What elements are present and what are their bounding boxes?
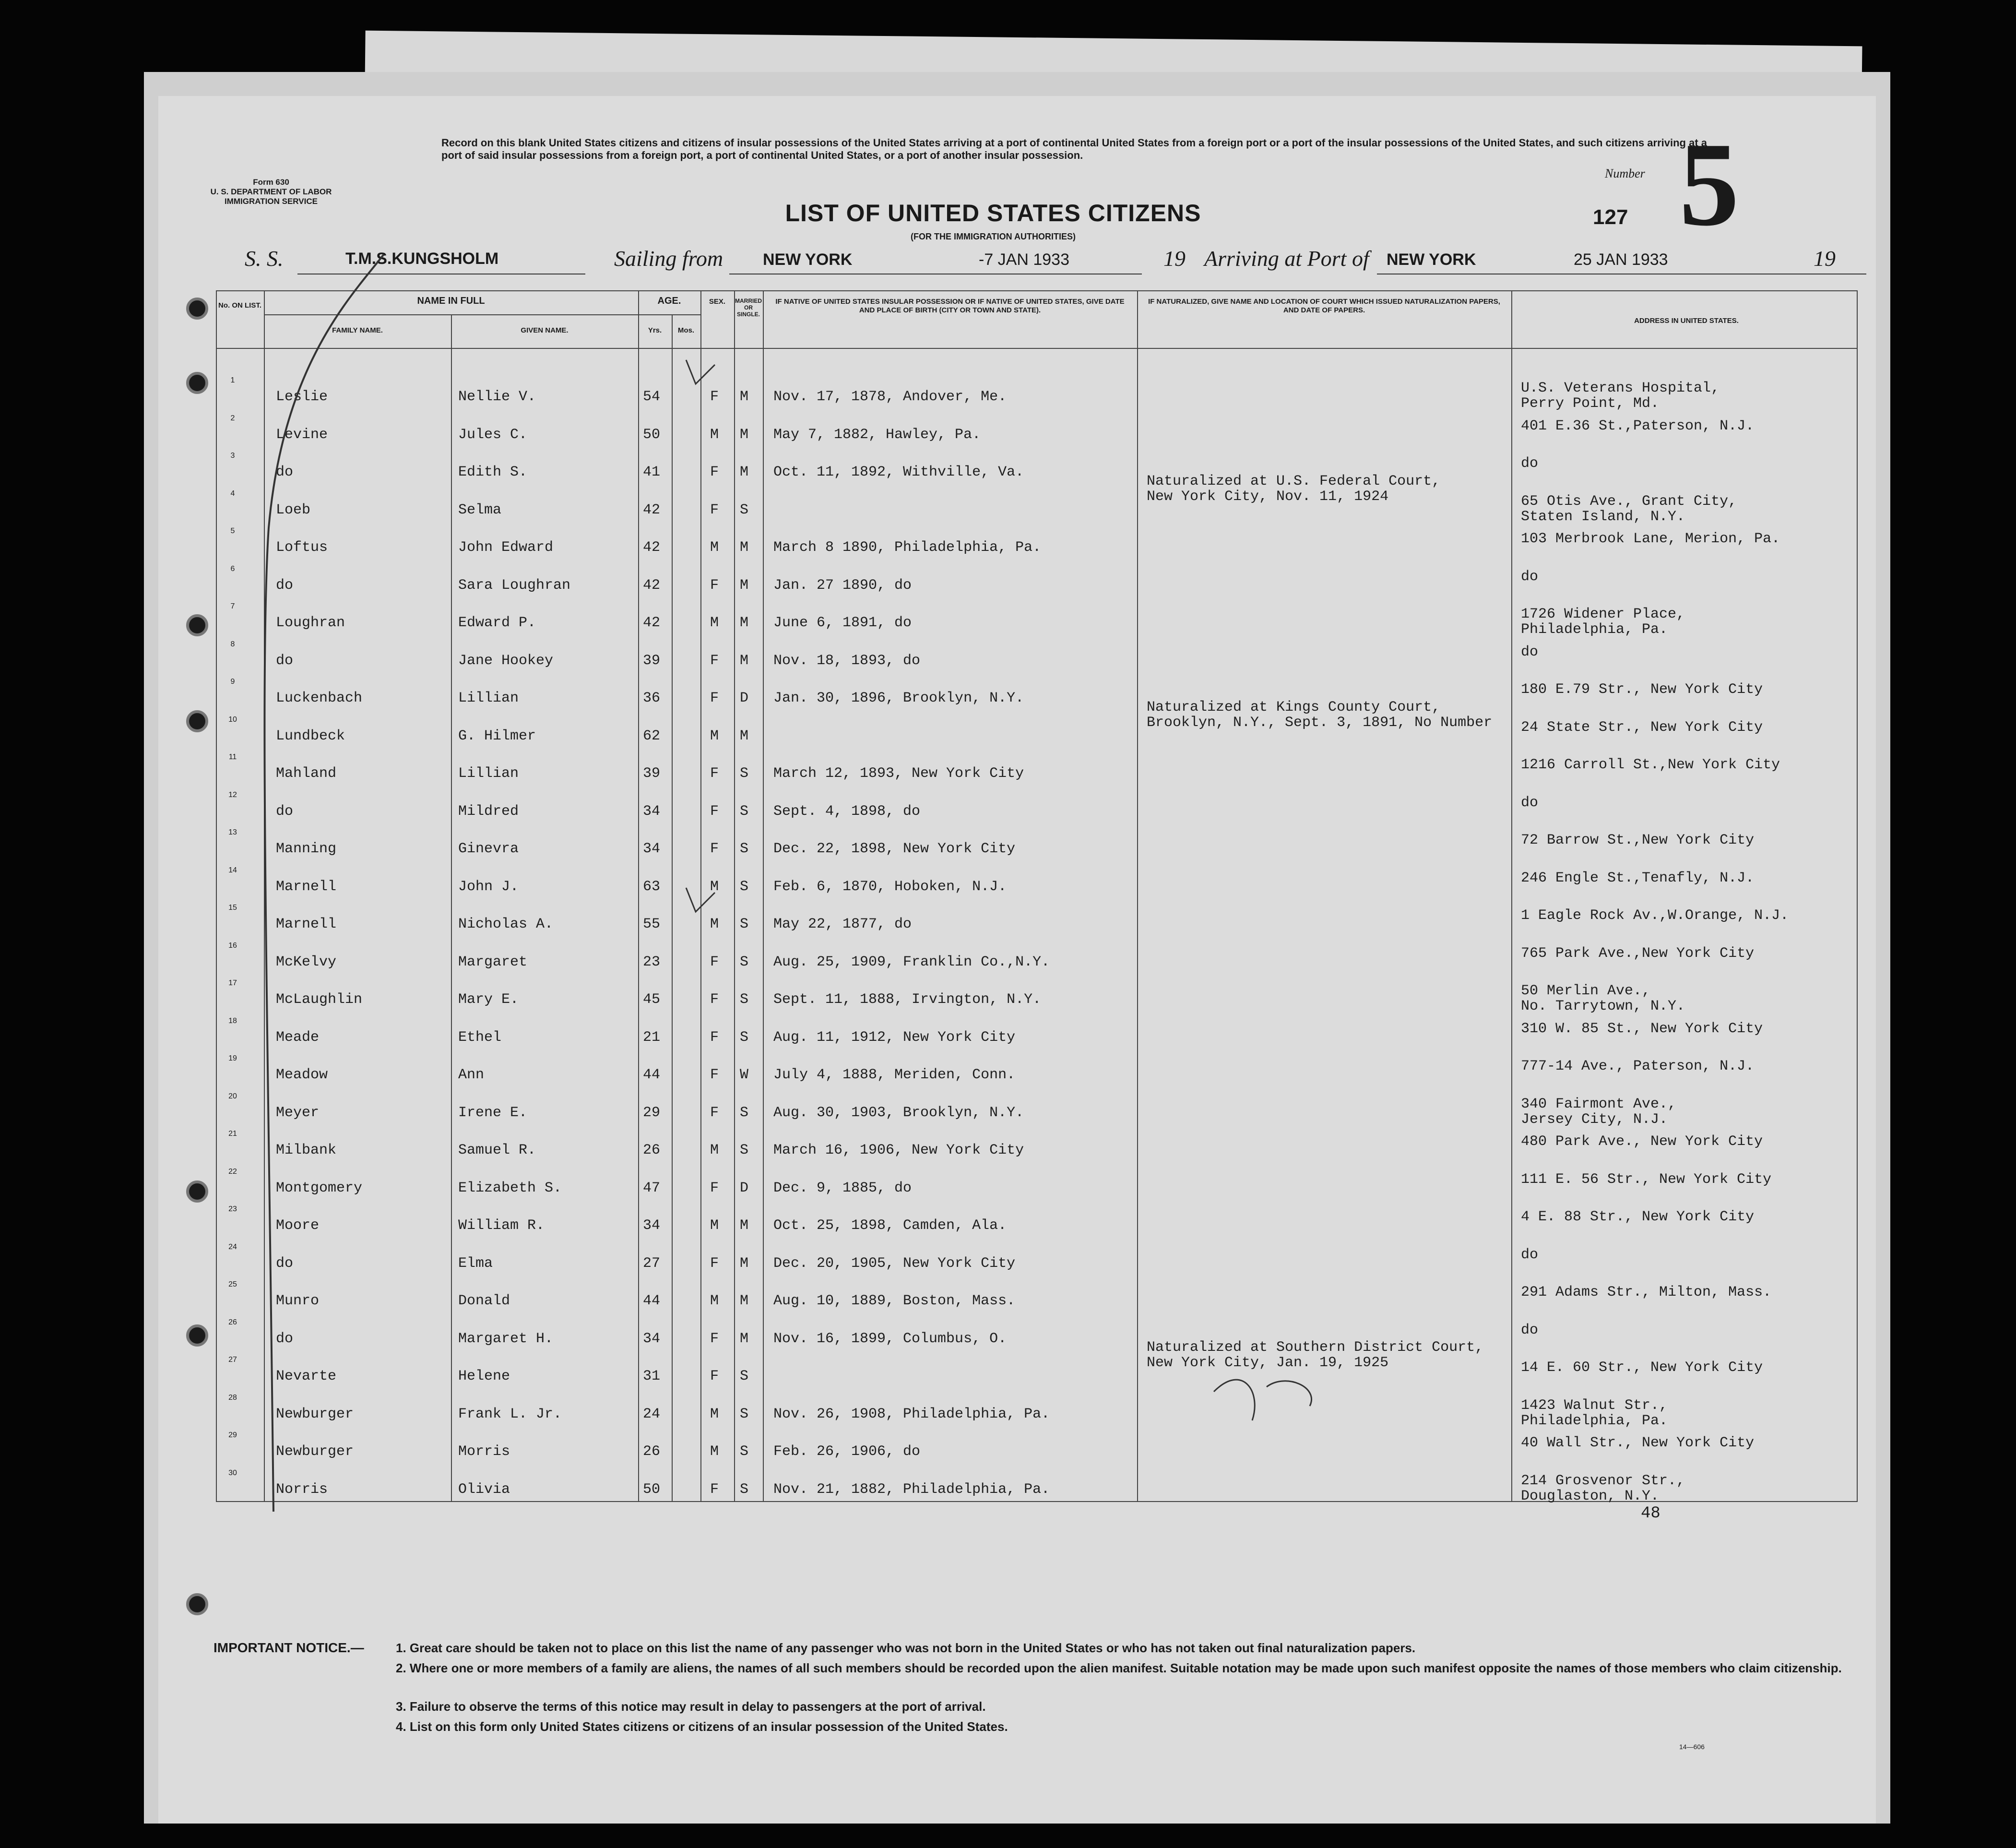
age-years: 44: [643, 1293, 661, 1309]
address-line: do: [1521, 568, 1539, 585]
col-header-yrs: Yrs.: [648, 326, 662, 334]
given-name: Frank L. Jr.: [458, 1406, 562, 1422]
age-years: 23: [643, 954, 661, 970]
family-name: Marnell: [276, 878, 337, 895]
marital-status: M: [740, 1217, 749, 1234]
address-line: do: [1521, 455, 1539, 472]
marital-status: M: [740, 539, 749, 556]
sex: M: [710, 1406, 719, 1422]
age-years: 42: [643, 539, 661, 556]
notice-item-4: 4. List on this form only United States citizens or citizens of an insular possession of the United States.: [396, 1719, 1008, 1734]
given-name: Mildred: [458, 803, 519, 820]
sailing-date: -7 JAN 1933: [979, 250, 1069, 269]
sex: F: [710, 501, 719, 518]
birth-info: Oct. 25, 1898, Camden, Ala.: [773, 1217, 1007, 1234]
check-mark: [686, 360, 715, 384]
birth-info: July 4, 1888, Meriden, Conn.: [773, 1067, 1016, 1083]
col-header-naturalized: IF NATURALIZED, GIVE NAME AND LOCATION OF COURT WHICH ISSUED NATURALIZATION PAPERS, AND DATE OF PAPERS.: [1148, 298, 1500, 314]
sex: M: [710, 615, 719, 631]
row-number: 12: [228, 790, 237, 799]
address-line: Jersey City, N.J.: [1521, 1111, 1668, 1128]
given-name: Margaret H.: [458, 1330, 554, 1347]
age-years: 34: [643, 841, 661, 857]
family-name: do: [276, 1330, 294, 1347]
form-number: Form 630: [253, 178, 289, 187]
marital-status: S: [740, 765, 749, 782]
service-name: IMMIGRATION SERVICE: [225, 197, 318, 206]
birth-info: Nov. 16, 1899, Columbus, O.: [773, 1330, 1007, 1347]
given-name: Margaret: [458, 954, 528, 970]
family-name: Norris: [276, 1481, 328, 1498]
arriving-label: Arriving at Port of: [1204, 246, 1369, 271]
birth-info: Nov. 18, 1893, do: [773, 652, 921, 669]
marital-status: M: [740, 426, 749, 443]
age-years: 24: [643, 1406, 661, 1422]
page-number: 48: [1641, 1504, 1660, 1523]
given-name: Ginevra: [458, 841, 519, 857]
given-name: Selma: [458, 501, 502, 518]
marital-status: M: [740, 615, 749, 631]
sex: M: [710, 1217, 719, 1234]
family-name: Levine: [276, 426, 328, 443]
row-number: 25: [228, 1280, 237, 1288]
sex: M: [710, 878, 719, 895]
ss-label: S. S.: [245, 246, 284, 271]
marital-status: M: [740, 1330, 749, 1347]
sex: F: [710, 1029, 719, 1046]
row-number: 5: [230, 527, 235, 535]
address-line: 4 E. 88 Str., New York City: [1521, 1209, 1755, 1225]
notice-item-2: 2. Where one or more members of a family are aliens, the names of all such members should be recorded upon the alien manifest. Suitable notation may be made upon such manifest opposite the names of those members who claim citizenship.: [396, 1661, 1842, 1675]
naturalization-line: Brooklyn, N.Y., Sept. 3, 1891, No Number: [1147, 714, 1493, 731]
sex: F: [710, 765, 719, 782]
age-years: 50: [643, 426, 661, 443]
age-years: 47: [643, 1180, 661, 1196]
row-number: 18: [228, 1016, 237, 1025]
marital-status: S: [740, 803, 749, 820]
family-name: Newburger: [276, 1443, 354, 1460]
age-years: 36: [643, 690, 661, 706]
address-line: 65 Otis Ave., Grant City,: [1521, 493, 1737, 510]
family-name: Mahland: [276, 765, 337, 782]
birth-info: Oct. 11, 1892, Withville, Va.: [773, 464, 1024, 480]
sex: F: [710, 1330, 719, 1347]
age-years: 26: [643, 1443, 661, 1460]
birth-info: Sept. 4, 1898, do: [773, 803, 921, 820]
age-years: 42: [643, 501, 661, 518]
marital-status: M: [740, 727, 749, 744]
marital-status: M: [740, 1255, 749, 1272]
age-years: 42: [643, 615, 661, 631]
birth-info: Feb. 26, 1906, do: [773, 1443, 921, 1460]
address-line: do: [1521, 1322, 1539, 1338]
sex: F: [710, 954, 719, 970]
given-name: Ann: [458, 1067, 485, 1083]
age-years: 39: [643, 765, 661, 782]
sex: F: [710, 464, 719, 480]
birth-info: June 6, 1891, do: [773, 615, 912, 631]
marital-status: D: [740, 690, 749, 706]
birth-info: Nov. 26, 1908, Philadelphia, Pa.: [773, 1406, 1050, 1422]
marital-status: S: [740, 916, 749, 932]
marital-status: S: [740, 1481, 749, 1498]
marital-status: S: [740, 1443, 749, 1460]
list-number: 5: [1679, 118, 1739, 251]
notice-item-1: 1. Great care should be taken not to place on this list the name of any passenger who was not born in the United States or who has not taken out final naturalization papers.: [396, 1641, 1416, 1655]
given-name: Helene: [458, 1368, 510, 1384]
given-name: Irene E.: [458, 1104, 528, 1121]
department-name: U. S. DEPARTMENT OF LABOR: [210, 187, 332, 196]
given-name: Jules C.: [458, 426, 528, 443]
birth-info: Aug. 11, 1912, New York City: [773, 1029, 1016, 1046]
row-number: 23: [228, 1205, 237, 1213]
notice-label: IMPORTANT NOTICE.—: [213, 1640, 364, 1655]
given-name: Mary E.: [458, 991, 519, 1008]
address-line: 310 W. 85 St., New York City: [1521, 1020, 1763, 1037]
address-line: No. Tarrytown, N.Y.: [1521, 998, 1685, 1014]
marital-status: M: [740, 389, 749, 405]
age-years: 41: [643, 464, 661, 480]
col-header-family: FAMILY NAME.: [332, 326, 383, 334]
marital-status: S: [740, 1406, 749, 1422]
age-years: 55: [643, 916, 661, 932]
row-number: 20: [228, 1092, 237, 1100]
family-name: Marnell: [276, 916, 337, 932]
marital-status: M: [740, 652, 749, 669]
col-header-birth: IF NATIVE OF UNITED STATES INSULAR POSSESSION OR IF NATIVE OF UNITED STATES, GIVE DATE AND PLACE OF BIRTH (CITY OR TOWN AND STATE).: [775, 298, 1125, 314]
address-line: 246 Engle St.,Tenafly, N.J.: [1521, 870, 1755, 886]
birth-info: March 12, 1893, New York City: [773, 765, 1024, 782]
address-line: 214 Grosvenor Str.,: [1521, 1472, 1685, 1489]
row-number: 26: [228, 1318, 237, 1326]
age-years: 26: [643, 1142, 661, 1158]
row-number: 1: [230, 376, 235, 384]
given-name: John J.: [458, 878, 519, 895]
sex: M: [710, 1142, 719, 1158]
sex: F: [710, 1481, 719, 1498]
sex: M: [710, 426, 719, 443]
given-name: William R.: [458, 1217, 545, 1234]
family-name: Loftus: [276, 539, 328, 556]
given-name: Lillian: [458, 690, 519, 706]
given-name: Edith S.: [458, 464, 528, 480]
handwritten-marks: [158, 96, 1876, 1536]
row-number: 28: [228, 1393, 237, 1402]
col-header-address: ADDRESS IN UNITED STATES.: [1634, 317, 1739, 325]
family-name: Lundbeck: [276, 727, 345, 744]
given-name: John Edward: [458, 539, 554, 556]
sex: F: [710, 1255, 719, 1272]
birth-info: Aug. 10, 1889, Boston, Mass.: [773, 1293, 1016, 1309]
family-name: Loughran: [276, 615, 345, 631]
sex: F: [710, 803, 719, 820]
family-name: Meyer: [276, 1104, 320, 1121]
sex: M: [710, 727, 719, 744]
binder-hole: [186, 1593, 208, 1615]
given-name: G. Hilmer: [458, 727, 536, 744]
row-number: 11: [228, 753, 237, 761]
row-number: 24: [228, 1242, 237, 1251]
arriving-port: NEW YORK: [1387, 250, 1476, 269]
row-number: 30: [228, 1468, 237, 1477]
sex: F: [710, 991, 719, 1008]
naturalization-line: New York City, Jan. 19, 1925: [1147, 1355, 1389, 1371]
row-number: 29: [228, 1431, 237, 1439]
family-name: do: [276, 577, 294, 594]
address-line: 180 E.79 Str., New York City: [1521, 681, 1763, 698]
row-number: 27: [228, 1356, 237, 1364]
birth-info: May 7, 1882, Hawley, Pa.: [773, 426, 981, 443]
address-line: 1726 Widener Place,: [1521, 606, 1685, 622]
stamp-number: 127: [1593, 205, 1628, 229]
sailing-from-label: Sailing from: [614, 246, 723, 271]
age-years: 39: [643, 652, 661, 669]
given-name: Elma: [458, 1255, 493, 1272]
age-years: 45: [643, 991, 661, 1008]
notice-item-3: 3. Failure to observe the terms of this notice may result in delay to passengers at the port of arrival.: [396, 1699, 986, 1714]
marital-status: S: [740, 1142, 749, 1158]
given-name: Lillian: [458, 765, 519, 782]
col-header-age: AGE.: [657, 296, 681, 306]
address-line: Philadelphia, Pa.: [1521, 621, 1668, 638]
sex: M: [710, 916, 719, 932]
row-number: 8: [230, 640, 235, 648]
birth-info: March 8 1890, Philadelphia, Pa.: [773, 539, 1042, 556]
given-name: Sara Loughran: [458, 577, 571, 594]
address-line: 40 Wall Str., New York City: [1521, 1435, 1755, 1451]
family-name: do: [276, 803, 294, 820]
birth-info: Aug. 30, 1903, Brooklyn, N.Y.: [773, 1104, 1024, 1121]
age-years: 62: [643, 727, 661, 744]
number-label: Number: [1605, 167, 1645, 180]
row-number: 6: [230, 564, 235, 573]
marital-status: S: [740, 501, 749, 518]
address-line: Staten Island, N.Y.: [1521, 508, 1685, 525]
sex: F: [710, 652, 719, 669]
age-years: 44: [643, 1067, 661, 1083]
given-name: Donald: [458, 1293, 510, 1309]
age-years: 54: [643, 389, 661, 405]
marital-status: S: [740, 991, 749, 1008]
manifest-page: [158, 96, 1876, 1824]
family-name: Meade: [276, 1029, 320, 1046]
family-name: Leslie: [276, 389, 328, 405]
col-header-mos: Mos.: [677, 326, 695, 334]
family-name: Luckenbach: [276, 690, 363, 706]
birth-info: Jan. 27 1890, do: [773, 577, 912, 594]
given-name: Ethel: [458, 1029, 502, 1046]
family-name: McLaughlin: [276, 991, 363, 1008]
birth-info: Nov. 21, 1882, Philadelphia, Pa.: [773, 1481, 1050, 1498]
marital-status: M: [740, 464, 749, 480]
age-years: 27: [643, 1255, 661, 1272]
sex: F: [710, 1067, 719, 1083]
address-line: 1216 Carroll St.,New York City: [1521, 757, 1780, 773]
address-line: 14 E. 60 Str., New York City: [1521, 1359, 1763, 1376]
marital-status: D: [740, 1180, 749, 1196]
row-number: 2: [230, 414, 235, 422]
marital-status: S: [740, 878, 749, 895]
row-number: 21: [228, 1130, 237, 1138]
row-number: 9: [230, 678, 235, 686]
page-title: LIST OF UNITED STATES CITIZENS: [785, 200, 1201, 227]
address-line: 72 Barrow St.,New York City: [1521, 832, 1755, 848]
sex: F: [710, 1368, 719, 1384]
birth-info: May 22, 1877, do: [773, 916, 912, 932]
arrival-date: 25 JAN 1933: [1574, 250, 1668, 269]
row-number: 17: [228, 979, 237, 987]
family-name: do: [276, 1255, 294, 1272]
family-name: Munro: [276, 1293, 320, 1309]
row-number: 13: [228, 828, 237, 836]
address-line: 111 E. 56 Str., New York City: [1521, 1171, 1772, 1188]
address-line: 480 Park Ave., New York City: [1521, 1133, 1763, 1150]
address-line: 1 Eagle Rock Av.,W.Orange, N.J.: [1521, 907, 1789, 924]
address-line: 50 Merlin Ave.,: [1521, 983, 1651, 999]
row-number: 4: [230, 489, 235, 498]
marital-status: S: [740, 1368, 749, 1384]
signature-scribble: [1214, 1380, 1312, 1420]
row-number: 10: [228, 715, 237, 724]
address-line: U.S. Veterans Hospital,: [1521, 380, 1720, 396]
address-line: do: [1521, 794, 1539, 811]
birth-info: Dec. 9, 1885, do: [773, 1180, 912, 1196]
row-number: 7: [230, 602, 235, 610]
row-number: 19: [228, 1054, 237, 1062]
given-name: Morris: [458, 1443, 510, 1460]
given-name: Olivia: [458, 1481, 510, 1498]
family-name: Moore: [276, 1217, 320, 1234]
age-years: 42: [643, 577, 661, 594]
sex: M: [710, 539, 719, 556]
row-number: 3: [230, 452, 235, 460]
birth-info: Feb. 6, 1870, Hoboken, N.J.: [773, 878, 1007, 895]
address-line: 103 Merbrook Lane, Merion, Pa.: [1521, 531, 1780, 547]
address-line: 291 Adams Str., Milton, Mass.: [1521, 1284, 1772, 1300]
birth-info: Dec. 20, 1905, New York City: [773, 1255, 1016, 1272]
family-name: Manning: [276, 841, 337, 857]
row-number: 16: [228, 941, 237, 950]
age-years: 21: [643, 1029, 661, 1046]
age-years: 31: [643, 1368, 661, 1384]
address-line: Douglaston, N.Y.: [1521, 1488, 1660, 1504]
age-years: 34: [643, 803, 661, 820]
age-years: 50: [643, 1481, 661, 1498]
row-number: 22: [228, 1167, 237, 1176]
sex: F: [710, 389, 719, 405]
address-line: 777-14 Ave., Paterson, N.J.: [1521, 1058, 1755, 1074]
sex: F: [710, 1104, 719, 1121]
sex: F: [710, 577, 719, 594]
sex: F: [710, 841, 719, 857]
marital-status: S: [740, 1104, 749, 1121]
check-mark: [686, 888, 715, 912]
sailing-from-port: NEW YORK: [763, 250, 853, 269]
arrival-year-prefix: 19: [1814, 246, 1836, 271]
sex: F: [710, 1180, 719, 1196]
family-name: do: [276, 652, 294, 669]
ship-name: T.M.S.KUNGSHOLM: [345, 250, 499, 268]
address-line: do: [1521, 1246, 1539, 1263]
birth-info: Sept. 11, 1888, Irvington, N.Y.: [773, 991, 1042, 1008]
given-name: Nicholas A.: [458, 916, 554, 932]
family-name: do: [276, 464, 294, 480]
birth-info: March 16, 1906, New York City: [773, 1142, 1024, 1158]
age-years: 34: [643, 1217, 661, 1234]
birth-info: Jan. 30, 1896, Brooklyn, N.Y.: [773, 690, 1024, 706]
marital-status: M: [740, 577, 749, 594]
family-name: Meadow: [276, 1067, 328, 1083]
marital-status: S: [740, 954, 749, 970]
family-name: Nevarte: [276, 1368, 337, 1384]
page-subtitle: (FOR THE IMMIGRATION AUTHORITIES): [911, 232, 1076, 241]
marital-status: M: [740, 1293, 749, 1309]
given-name: Nellie V.: [458, 389, 536, 405]
given-name: Samuel R.: [458, 1142, 536, 1158]
naturalization-line: Naturalized at Kings County Court,: [1147, 699, 1441, 715]
given-name: Elizabeth S.: [458, 1180, 562, 1196]
address-line: 340 Fairmont Ave.,: [1521, 1096, 1677, 1112]
address-line: do: [1521, 644, 1539, 660]
col-header-sex: SEX.: [709, 298, 726, 306]
marital-status: S: [740, 841, 749, 857]
sex: F: [710, 690, 719, 706]
preamble-text: Record on this blank United States citizens and citizens of insular possessions of the United States arriving at a port of continental United States from a foreign port or a port of the insular possessions of the United States, and such citizens arriving at a port of said insular possessions from a foreign port, a port of continental United States, or a port of another insular possession.: [441, 137, 1708, 161]
given-name: Jane Hookey: [458, 652, 554, 669]
family-name: McKelvy: [276, 954, 337, 970]
naturalization-line: Naturalized at U.S. Federal Court,: [1147, 473, 1441, 489]
birth-info: Dec. 22, 1898, New York City: [773, 841, 1016, 857]
sailing-year-prefix: 19: [1163, 246, 1186, 271]
family-name: Loeb: [276, 501, 311, 518]
address-line: 24 State Str., New York City: [1521, 719, 1763, 736]
form-code: 14—606: [1679, 1743, 1705, 1751]
address-line: Philadelphia, Pa.: [1521, 1412, 1668, 1429]
address-line: Perry Point, Md.: [1521, 395, 1660, 412]
col-header-name: NAME IN FULL: [417, 296, 485, 306]
age-years: 34: [643, 1330, 661, 1347]
age-years: 29: [643, 1104, 661, 1121]
family-name: Montgomery: [276, 1180, 363, 1196]
marital-status: W: [740, 1067, 749, 1083]
row-number: 15: [228, 904, 237, 912]
sex: M: [710, 1293, 719, 1309]
birth-info: Aug. 25, 1909, Franklin Co.,N.Y.: [773, 954, 1050, 970]
col-header-no: No. ON LIST.: [218, 301, 261, 310]
address-line: 401 E.36 St.,Paterson, N.J.: [1521, 417, 1755, 434]
age-years: 63: [643, 878, 661, 895]
sex: M: [710, 1443, 719, 1460]
naturalization-line: New York City, Nov. 11, 1924: [1147, 488, 1389, 505]
marital-status: S: [740, 1029, 749, 1046]
address-line: 765 Park Ave.,New York City: [1521, 945, 1755, 962]
address-line: 1423 Walnut Str.,: [1521, 1397, 1668, 1414]
given-name: Edward P.: [458, 615, 536, 631]
naturalization-line: Naturalized at Southern District Court,: [1147, 1339, 1484, 1356]
col-header-given: GIVEN NAME.: [521, 326, 569, 334]
row-number: 14: [228, 866, 237, 874]
family-name: Milbank: [276, 1142, 337, 1158]
col-header-married: MARRIED OR SINGLE.: [735, 298, 762, 318]
pen-stroke-left: [264, 254, 384, 1512]
birth-info: Nov. 17, 1878, Andover, Me.: [773, 389, 1007, 405]
family-name: Newburger: [276, 1406, 354, 1422]
